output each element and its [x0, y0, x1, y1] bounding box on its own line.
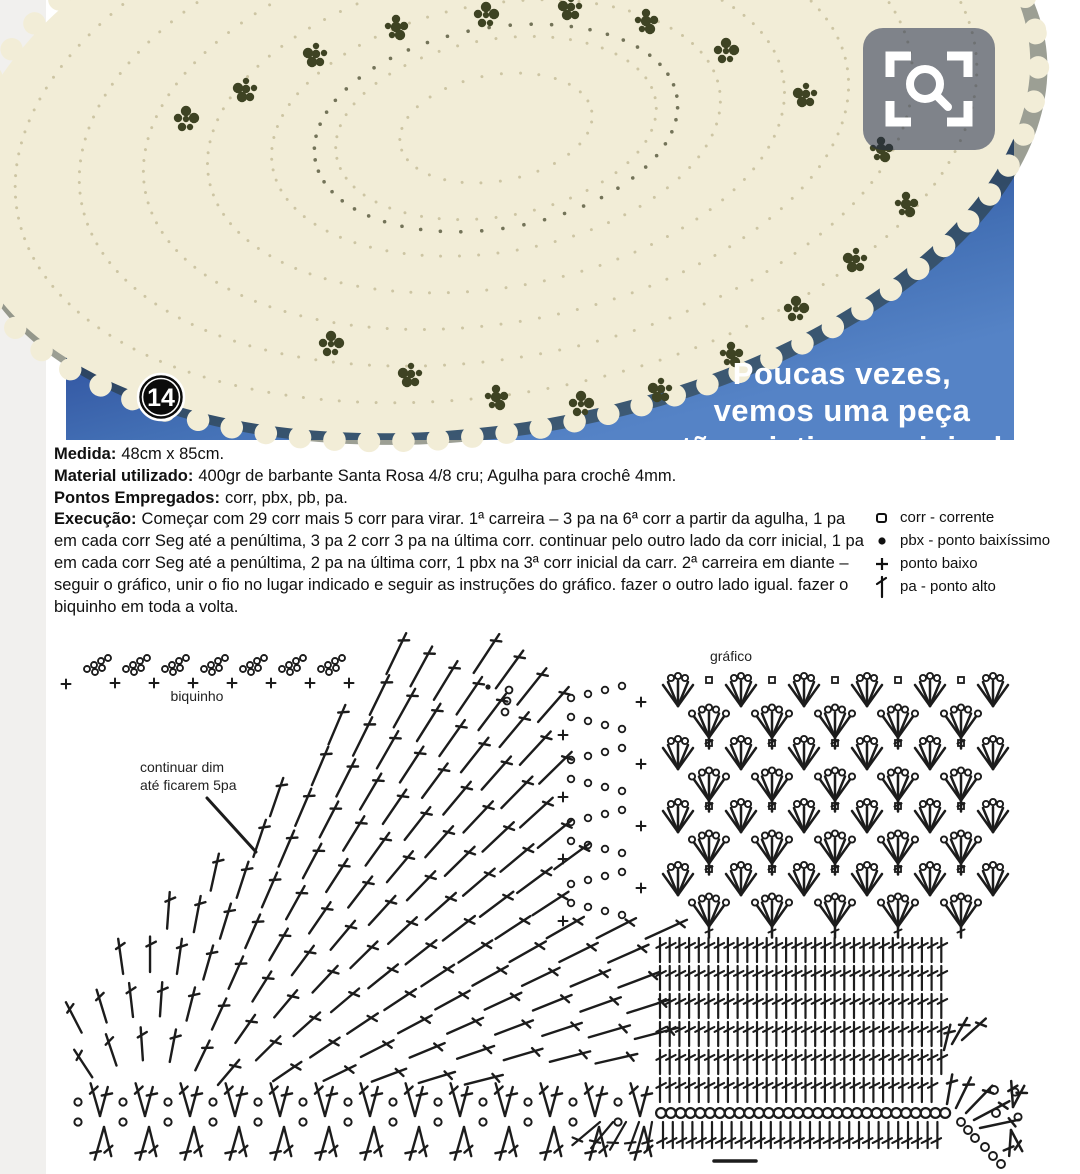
legend-item-single-crochet: [872, 552, 1050, 575]
legend-item-slip-stitch: [872, 529, 1050, 552]
photo-caption-line: vemos uma peça: [713, 393, 971, 428]
crochet-chart: [0, 638, 1080, 1174]
medida-line: [54, 444, 872, 466]
image-search-button[interactable]: [863, 28, 995, 150]
legend-label: pbx - ponto baixíssimo: [900, 532, 1051, 549]
single-crochet-icon: [872, 555, 892, 573]
chart-symbols: [62, 633, 1028, 1168]
pontos-line: [54, 488, 872, 510]
issue-badge: [138, 374, 184, 420]
execucao-value: Começar com 29 corr mais 5 corr para virar. 1ª carreira – 3 pa na 6ª corr a partir da agulha, 1 pa em cada corr Seg até a penúltima, 3 pa 2 corr 3 pa na última corr. continuar pelo outro lado da corr inicial, 1 pa em cada corr Seg até a penúltima, 2 pa na última corr, 1 pbx na 3ª corr inicial da carr. 2ª carreira em diante – seguir o gráfico, unir o fio no lugar indicado e seguir as instruções do gráfico. fazer o outro lado igual. fazer o biquinho em toda a volta.: [54, 510, 864, 616]
badge-number: 14: [147, 384, 175, 412]
execucao-paragraph: [54, 509, 872, 618]
continue-note-line1: continuar dim: [140, 759, 225, 775]
pontos-value: corr, pbx, pb, pa.: [224, 488, 348, 507]
stitch-legend: [872, 506, 1050, 598]
slip-stitch-icon: [872, 532, 892, 550]
legend-item-chain: [872, 506, 1050, 529]
continue-note-line2: até ficarem 5pa: [140, 777, 237, 793]
photo-caption-line: Poucas vezes,: [732, 356, 952, 391]
legend-item-double-crochet: [872, 575, 1050, 598]
material-label: Material utilizado:: [54, 466, 194, 485]
image-search-icon: [863, 28, 995, 150]
biquinho-label: biquinho: [170, 688, 224, 704]
medida-value: 48cm x 85cm.: [121, 445, 225, 463]
double-crochet-icon: [872, 574, 892, 600]
legend-label: corr - corrente: [900, 509, 995, 526]
material-line: [54, 466, 872, 488]
medida-label: Medida:: [54, 445, 117, 463]
legend-label: pa - ponto alto: [900, 578, 996, 595]
pattern-instructions: [54, 444, 872, 618]
pontos-label: Pontos Empregados:: [54, 488, 220, 507]
chain-icon: [872, 509, 892, 527]
material-value: 400gr de barbante Santa Rosa 4/8 cru; Agulha para crochê 4mm.: [198, 466, 677, 485]
execucao-label: Execução:: [54, 510, 137, 529]
photo-caption-line: tão criativa e original: [681, 430, 1003, 465]
legend-label: ponto baixo: [900, 555, 978, 572]
grafico-label: gráfico: [709, 648, 753, 664]
